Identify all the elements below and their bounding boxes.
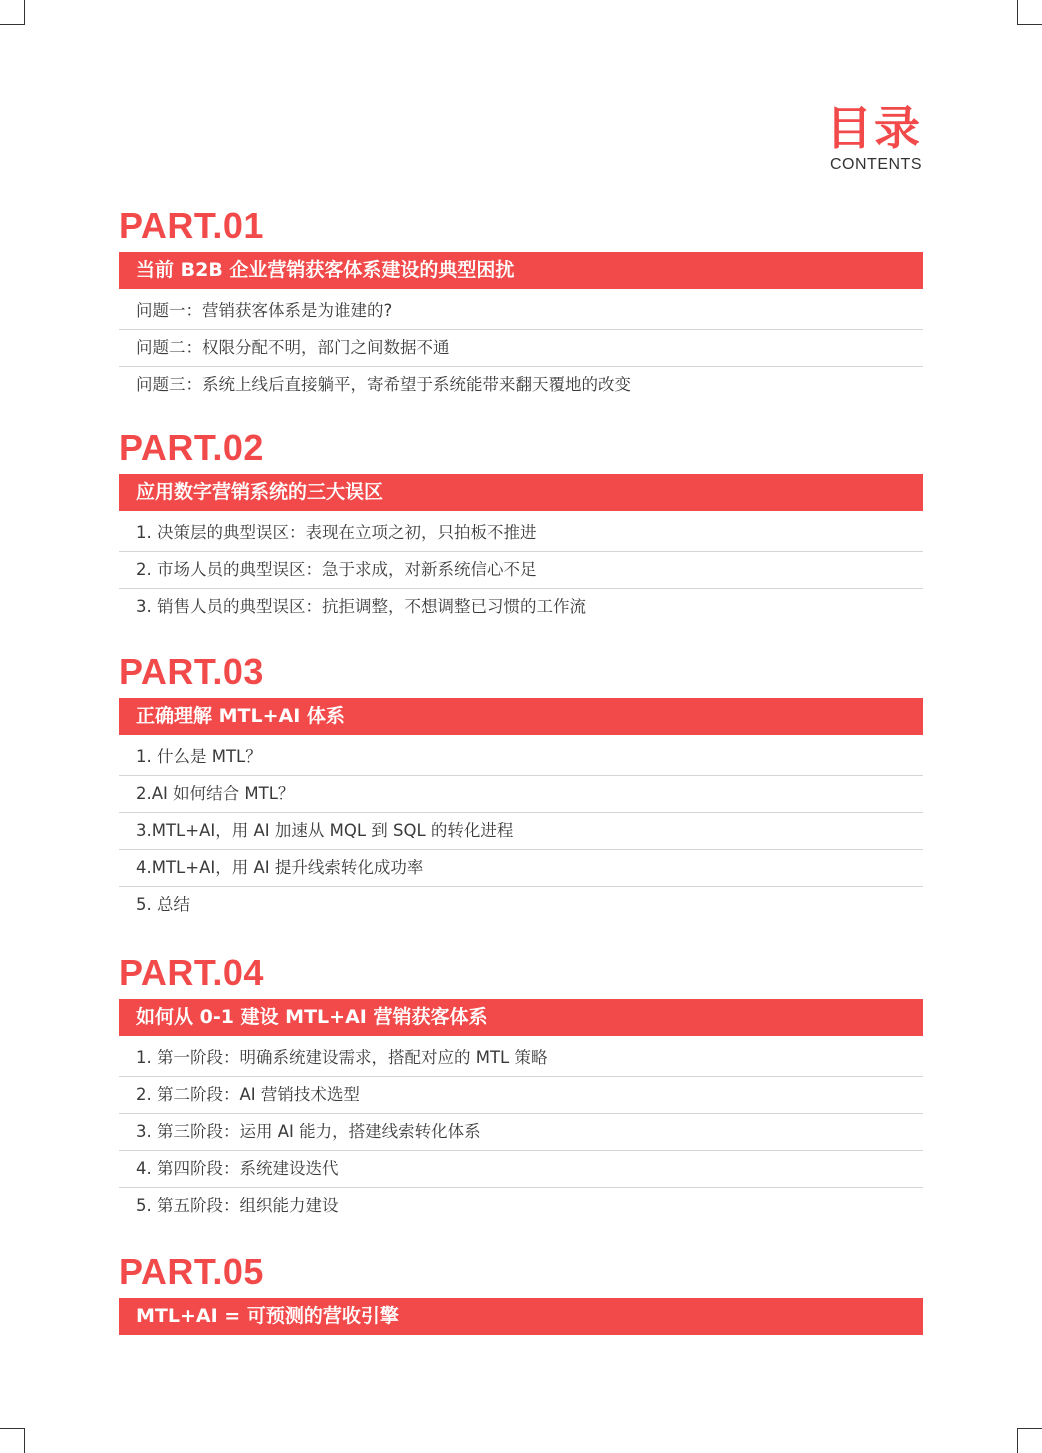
- toc-item[interactable]: 4. 第四阶段：系统建设迭代: [119, 1151, 923, 1188]
- toc-item[interactable]: 2.AI 如何结合 MTL？: [119, 776, 923, 813]
- toc-item[interactable]: 1. 什么是 MTL？: [119, 739, 923, 776]
- part-label: PART.03: [119, 651, 264, 692]
- toc-item[interactable]: 2. 第二阶段：AI 营销技术选型: [119, 1077, 923, 1114]
- part-05: [119, 1250, 923, 1335]
- crop-mark-top-right: [1017, 0, 1042, 25]
- part-label: PART.01: [119, 205, 264, 246]
- toc-title: 目录: [826, 101, 922, 155]
- toc-item[interactable]: 问题二：权限分配不明，部门之间数据不通: [119, 330, 923, 367]
- part-heading: 如何从 0-1 建设 MTL+AI 营销获客体系: [119, 999, 923, 1036]
- part-label: PART.05: [119, 1251, 264, 1292]
- part-items: [119, 739, 923, 923]
- part-02: [119, 426, 923, 625]
- toc-item[interactable]: 1. 第一阶段：明确系统建设需求，搭配对应的 MTL 策略: [119, 1040, 923, 1077]
- toc-item[interactable]: 3. 第三阶段：运用 AI 能力，搭建线索转化体系: [119, 1114, 923, 1151]
- part-items: [119, 1040, 923, 1224]
- crop-mark-top-left: [0, 0, 25, 25]
- toc-item[interactable]: 2. 市场人员的典型误区：急于求成，对新系统信心不足: [119, 552, 923, 589]
- toc-item[interactable]: 3.MTL+AI，用 AI 加速从 MQL 到 SQL 的转化进程: [119, 813, 923, 850]
- part-03: [119, 650, 923, 923]
- part-items: [119, 293, 923, 403]
- toc-subtitle: CONTENTS: [830, 156, 922, 173]
- part-heading: MTL+AI = 可预测的营收引擎: [119, 1298, 923, 1335]
- part-01: [119, 204, 923, 403]
- part-items: [119, 515, 923, 625]
- part-heading: 正确理解 MTL+AI 体系: [119, 698, 923, 735]
- toc-item[interactable]: 问题三：系统上线后直接躺平，寄希望于系统能带来翻天覆地的改变: [136, 375, 631, 394]
- toc-item[interactable]: 5. 总结: [136, 895, 190, 914]
- toc-item[interactable]: 4.MTL+AI，用 AI 提升线索转化成功率: [119, 850, 923, 887]
- toc-item[interactable]: 5. 第五阶段：组织能力建设: [136, 1196, 339, 1215]
- part-label: PART.04: [119, 952, 264, 993]
- crop-mark-bottom-right: [1017, 1428, 1042, 1453]
- part-heading: 应用数字营销系统的三大误区: [119, 474, 923, 511]
- toc-item[interactable]: 问题一：营销获客体系是为谁建的?: [119, 293, 923, 330]
- part-label: PART.02: [119, 427, 264, 468]
- crop-mark-bottom-left: [0, 1428, 25, 1453]
- part-heading: 当前 B2B 企业营销获客体系建设的典型困扰: [119, 252, 923, 289]
- toc-item[interactable]: 3. 销售人员的典型误区：抗拒调整，不想调整已习惯的工作流: [136, 597, 586, 616]
- part-04: [119, 951, 923, 1224]
- toc-item[interactable]: 1. 决策层的典型误区：表现在立项之初，只拍板不推进: [119, 515, 923, 552]
- toc-header: [826, 100, 922, 174]
